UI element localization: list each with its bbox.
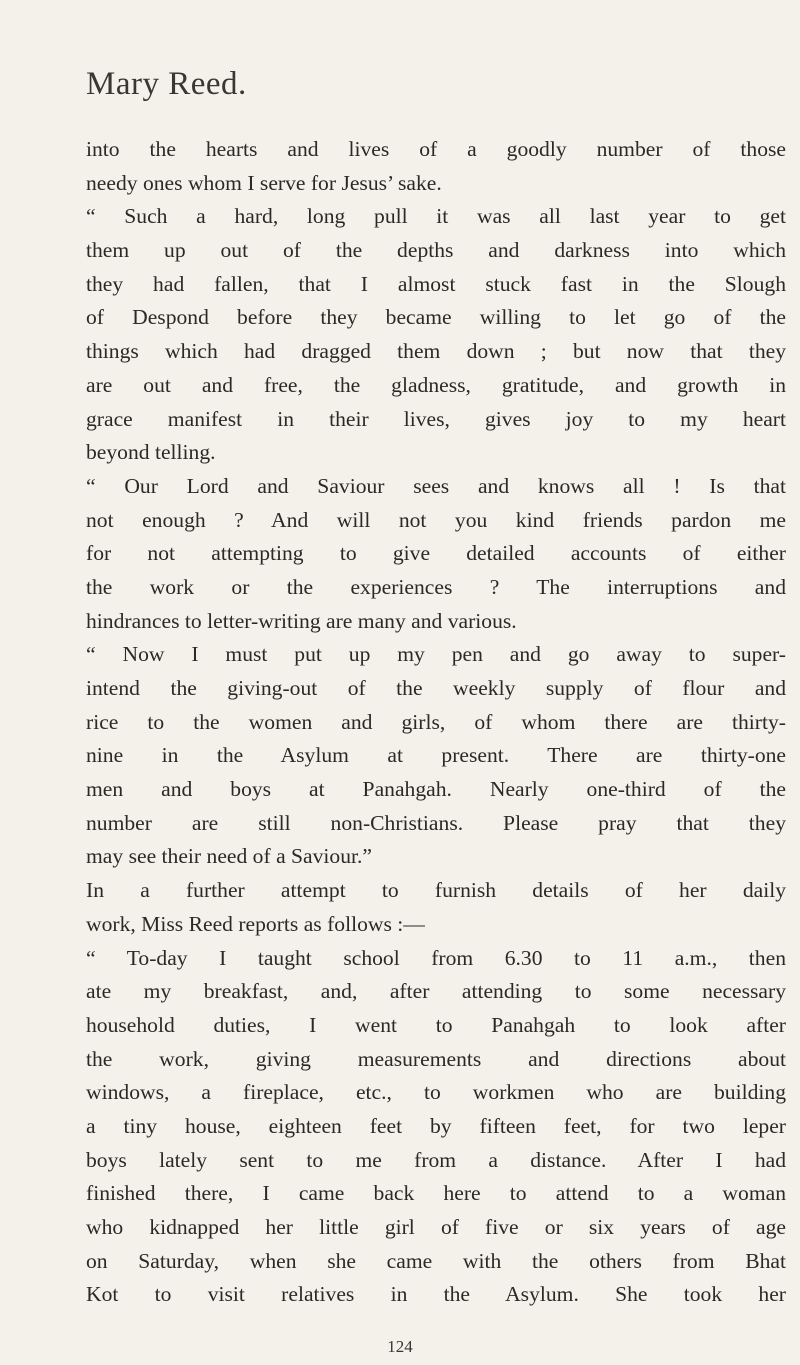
text-line: of Despond before they became willing to let go of the bbox=[86, 305, 786, 330]
text-line: rice to the women and girls, of whom there are thirty- bbox=[86, 709, 786, 734]
text-line: things which had dragged them down ; but now that they bbox=[86, 339, 786, 364]
text-line: on Saturday, when she came with the others from Bhat bbox=[86, 1248, 786, 1273]
text-line: “ Now I must put up my pen and go away to super- bbox=[86, 642, 786, 667]
text-line: “ Such a hard, long pull it was all last year to get bbox=[86, 204, 786, 229]
text-line: household duties, I went to Panahgah to look after bbox=[86, 1012, 786, 1037]
text-line: may see their need of a Saviour.” bbox=[86, 844, 373, 869]
text-line: boys lately sent to me from a distance. After I had bbox=[86, 1147, 786, 1172]
text-line: ate my breakfast, and, after attending to some necessary bbox=[86, 979, 786, 1004]
running-head: Mary Reed. bbox=[86, 66, 247, 102]
text-line: they had fallen, that I almost stuck fast in the Slough bbox=[86, 271, 786, 296]
text-line: hindrances to letter-writing are many and various. bbox=[86, 608, 517, 633]
text-line: “ Our Lord and Saviour sees and knows all ! Is that bbox=[86, 473, 786, 498]
text-line: not enough ? And will not you kind friends pardon me bbox=[86, 507, 786, 532]
text-line: number are still non-Christians. Please pray that they bbox=[86, 810, 786, 835]
text-line: grace manifest in their lives, gives joy to my heart bbox=[86, 406, 786, 431]
text-line: work, Miss Reed reports as follows :— bbox=[86, 911, 425, 936]
text-line: Kot to visit relatives in the Asylum. She took her bbox=[86, 1282, 786, 1307]
text-line: needy ones whom I serve for Jesus’ sake. bbox=[86, 170, 442, 195]
text-line: the work or the experiences ? The interruptions and bbox=[86, 574, 786, 599]
text-line: intend the giving-out of the weekly supply of flour and bbox=[86, 676, 786, 700]
text-line: a tiny house, eighteen feet by fifteen feet, for two leper bbox=[86, 1113, 786, 1138]
text-line: them up out of the depths and darkness into which bbox=[86, 238, 786, 263]
page-number: 124 bbox=[387, 1337, 413, 1356]
text-line: nine in the Asylum at present. There are thirty-one bbox=[86, 743, 786, 768]
text-line: the work, giving measurements and directions about bbox=[86, 1046, 786, 1071]
text-line: finished there, I came back here to attend to a woman bbox=[86, 1181, 786, 1206]
text-line: who kidnapped her little girl of five or six years of age bbox=[86, 1215, 786, 1239]
text-line: “ To-day I taught school from 6.30 to 11 a.m., then bbox=[86, 945, 786, 970]
text-line: In a further attempt to furnish details of her daily bbox=[86, 878, 786, 903]
body-text bbox=[86, 133, 786, 1312]
text-line: windows, a fireplace, etc., to workmen who are building bbox=[86, 1080, 786, 1105]
text-line: for not attempting to give detailed accounts of either bbox=[86, 541, 786, 566]
text-line: men and boys at Panahgah. Nearly one-third of the bbox=[86, 777, 786, 802]
text-line: beyond telling. bbox=[86, 440, 216, 465]
text-line: are out and free, the gladness, gratitude, and growth in bbox=[86, 372, 786, 397]
text-line: into the hearts and lives of a goodly number of those bbox=[86, 137, 786, 161]
